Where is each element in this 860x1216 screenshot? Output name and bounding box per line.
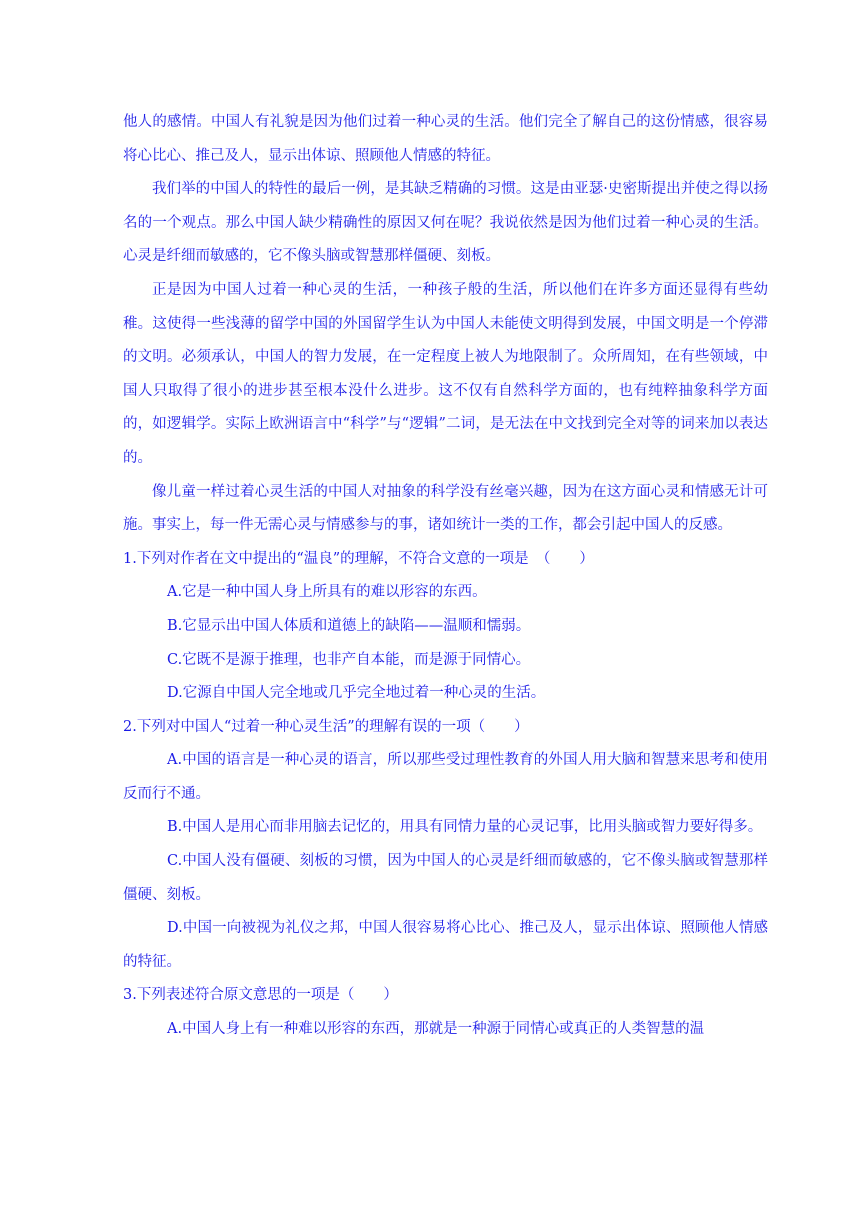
question-1-option-a: A.它是一种中国人身上所具有的难以形容的东西。 bbox=[167, 584, 487, 601]
question-1-option-b: B.它显示出中国人体质和道德上的缺陷——温顺和懦弱。 bbox=[167, 617, 531, 634]
question-2-option-c: C.中国人没有僵硬、刻板的习惯，因为中国人的心灵是纤细而敏感的，它不像头脑或智慧那样僵硬、刻板。 bbox=[123, 853, 768, 903]
question-2-option-a: A.中国的语言是一种心灵的语言，所以那些受过理性教育的外国人用大脑和智慧来思考和使用反而行不通。 bbox=[123, 752, 768, 802]
question-2-option-d: D.中国一向被视为礼仪之邦，中国人很容易将心比心、推己及人，显示出体谅、照顾他人情感的特征。 bbox=[123, 920, 768, 970]
question-2-option-b: B.中国人是用心而非用脑去记忆的，用具有同情力量的心灵记事，比用头脑或智力要好得多。 bbox=[167, 819, 763, 836]
body-paragraph-4: 像儿童一样过着心灵生活的中国人对抽象的科学没有丝毫兴趣，因为在这方面心灵和情感无计可施。事实上，每一件无需心灵与情感参与的事，诸如统计一类的工作，都会引起中国人的反感。 bbox=[123, 483, 768, 534]
question-2-stem: 2.下列对中国人“过着一种心灵生活”的理解有误的一项（ ） bbox=[123, 718, 529, 735]
body-paragraph-2: 我们举的中国人的特性的最后一例，是其缺乏精确的习惯。这是由亚瑟·史密斯提出并使之得以扬名的一个观点。那么中国人缺少精确性的原因又何在呢？我说依然是因为他们过着一种心灵的生活。心灵是纤细而敏感的，它不像头脑或智慧那样僵硬、刻板。 bbox=[123, 181, 768, 265]
question-1-option-c: C.它既不是源于推理，也非产自本能，而是源于同情心。 bbox=[167, 651, 531, 668]
question-3 bbox=[123, 979, 768, 1046]
document-page bbox=[123, 106, 768, 1047]
question-1 bbox=[123, 543, 768, 711]
body-paragraph-3: 正是因为中国人过着一种心灵的生活，一种孩子般的生活，所以他们在许多方面还显得有些幼稚。这使得一些浅薄的留学中国的外国留学生认为中国人未能使文明得到发展，中国文明是一个停滞的文明。必须承认，中国人的智力发展，在一定程度上被人为地限制了。众所周知，在有些领域，中国人只取得了很小的进步甚至根本没什么进步。这不仅有自然科学方面的，也有纯粹抽象科学方面的，如逻辑学。实际上欧洲语言中“科学”与“逻辑”二词，是无法在中文找到完全对等的词来加以表达的。 bbox=[123, 281, 768, 466]
question-3-stem: 3.下列表述符合原文意思的一项是（ ） bbox=[123, 987, 398, 1004]
body-paragraph-1: 他人的感情。中国人有礼貌是因为他们过着一种心灵的生活。他们完全了解自己的这份情感，很容易将心比心、推己及人，显示出体谅、照顾他人情感的特征。 bbox=[123, 114, 768, 164]
question-1-option-d: D.它源自中国人完全地或几乎完全地过着一种心灵的生活。 bbox=[167, 685, 546, 702]
question-1-stem: 1.下列对作者在文中提出的“温良”的理解，不符合文意的一项是 （ ） bbox=[123, 550, 594, 567]
question-2 bbox=[123, 711, 768, 980]
question-3-option-a: A.中国人身上有一种难以形容的东西，那就是一种源于同情心或真正的人类智慧的温 bbox=[167, 1021, 705, 1038]
